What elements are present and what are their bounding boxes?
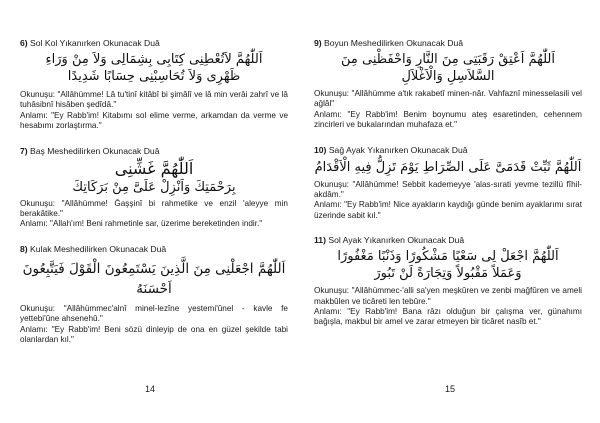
dua-section-6 — [20, 38, 288, 132]
arabic-text-line: وَعَمَلاً مَقْبُولاً وَتِجَارَةً لَنْ تَبُورَ — [374, 266, 522, 282]
dua-title: Sol Kol Yıkanırken Okunacak Duâ — [30, 38, 160, 48]
arabic-text-line: اَللّٰهُمَّ اجْعَلْنِى مِنَ الَّذِينَ يَسْتَمِعُونَ الْقَوْلَ فَيَتَّبِعُونَ اَحْسَنَهُ — [22, 260, 286, 297]
okunusu-text: Okunuşu: "Allâhümmec'alnî minel-lezîne yestemi'ûnel - kavle fe yettebi'ûne ahsenehû." — [20, 303, 288, 324]
arabic-text-line: ظَهْرِى وَلاَ تُحَاسِبْنِى حِسَابًا شَدِيدًا — [67, 69, 241, 84]
right-page — [300, 0, 600, 423]
arabic-text-line: اَللّٰهُمَّ اجْعَلْ لِى سَعْيًا مَشْكُورًا وَذَنْبًا مَغْفُورًا — [337, 249, 559, 265]
dua-title: Boyun Meshedilirken Okunacak Duâ — [324, 38, 464, 48]
dua-section-10 — [314, 145, 582, 222]
dua-heading — [20, 38, 288, 49]
anlami-text: Anlamı: "Ey Rabb'im! Beni sözü dinleyip de ona en güzel şekilde tabi olanlardan kıl." — [20, 324, 288, 345]
page-number: 14 — [144, 384, 155, 394]
dua-heading — [314, 145, 582, 156]
arabic-text-line: اَللّٰهُمَّ اَعْتِقْ رَقَبَتِى مِنَ النَّارِ وَاحْفَظْنِى مِنَ — [341, 52, 555, 67]
anlami-text: Anlamı: "Ey Rabb'im! Kitabımı sol elime verme, arkamdan da verme ve hesabımı zorlaştırma." — [20, 110, 288, 131]
dua-number: 6) — [20, 38, 28, 48]
dua-heading — [314, 38, 582, 49]
anlami-text: Anlamı: "Allah'ım! Beni rahmetinle sar, üzerime bereketinden indir." — [20, 219, 263, 229]
dua-section-11 — [314, 235, 582, 328]
dua-title: Sol Ayak Yıkanırken Okunacak Duâ — [328, 235, 465, 246]
okunusu-text: Okunuşu: "Allâhümme a'tık rakabetî minen-nâr. Vahfaznî minesselasili vel ağlâl" — [314, 89, 582, 109]
arabic-text-line: اَللّٰهُمَّ ثَبِّتْ قَدَمَىَّ عَلَى الصِّرَاطِ يَوْمَ تَزِلُّ فِيهِ الْاَقْدَامُ — [314, 159, 582, 175]
page-number: 15 — [444, 384, 455, 394]
arabic-text-line: اَللّٰهُمَّ غَشِّنِى — [114, 158, 194, 178]
dua-section-7 — [20, 146, 288, 230]
arabic-text-line: اَللّٰهُمَّ لاَتُعْطِنِى كِتَابِى بِشِمَالِى وَلاَ مِنْ وَرَاءِ — [45, 52, 263, 67]
dua-number: 11) — [314, 235, 326, 246]
dua-section-8 — [20, 244, 288, 346]
dua-heading — [314, 235, 582, 246]
okunusu-text: Okunuşu: "Allâhümme! Lâ tu'tinî kitâbî bi şimâlî ve lâ min verâi zahrî ve lâ tuhâsibnî hisâben şedîdâ." — [20, 90, 288, 110]
dua-number: 10) — [314, 144, 327, 155]
dua-section-9 — [314, 38, 582, 131]
anlami-text: Anlamı: "Ey Rabb'im! Nice ayakların kaydığı günde benim ayaklarımı sırat üzerinde sabit kıl." — [314, 200, 582, 220]
dua-number: 7) — [20, 145, 28, 156]
dua-heading — [20, 244, 288, 255]
okunusu-text: Okunuşu: "Allâhümmec-'alli sa'yen meşkûren ve zenbi mağfûren ve ameli makbûlen ve ticâreti len tebûre." — [314, 286, 582, 306]
dua-number: 8) — [20, 243, 28, 254]
dua-heading — [20, 146, 288, 157]
dua-title: Kulak Meshedilirken Okunacak Duâ — [30, 243, 167, 254]
dua-title: Baş Meshedilirken Okunacak Duâ — [30, 145, 160, 156]
anlami-text: Anlamı: "Ey Rabb'im! Benim boynumu ateş esaretinden, cehennem zincirleri ve bukalarından muhafaza et." — [314, 109, 582, 130]
anlami-text: Anlamı: "Ey Rabb'im! Bana râzı olduğun bir çalışma ver, günahımı bağışla, makbul bir amel ve zarar etmeyen bir ticâret nasîb et." — [314, 307, 582, 327]
dua-title: Sağ Ayak Yıkanırken Okunacak Duâ — [328, 144, 468, 155]
arabic-text-line: بِرَحْمَتِكَ وَاَنْزِلْ عَلَىَّ مِنْ بَرَكَاتِكَ — [72, 179, 236, 195]
arabic-text-line: السَّلاَسِلِ وَالْاَغْلاَلِ — [401, 69, 495, 84]
dua-number: 9) — [314, 38, 322, 48]
okunusu-text: Okunuşu: "Allâhümme! Ğaşşinî bi rahmetike ve enzil 'aleyye min berakâtike." — [20, 198, 288, 219]
okunusu-text: Okunuşu: "Allâhümme! Sebbit kademeyye 'alas-sırati yevme tezillü fîhil-akdâm." — [314, 179, 582, 200]
